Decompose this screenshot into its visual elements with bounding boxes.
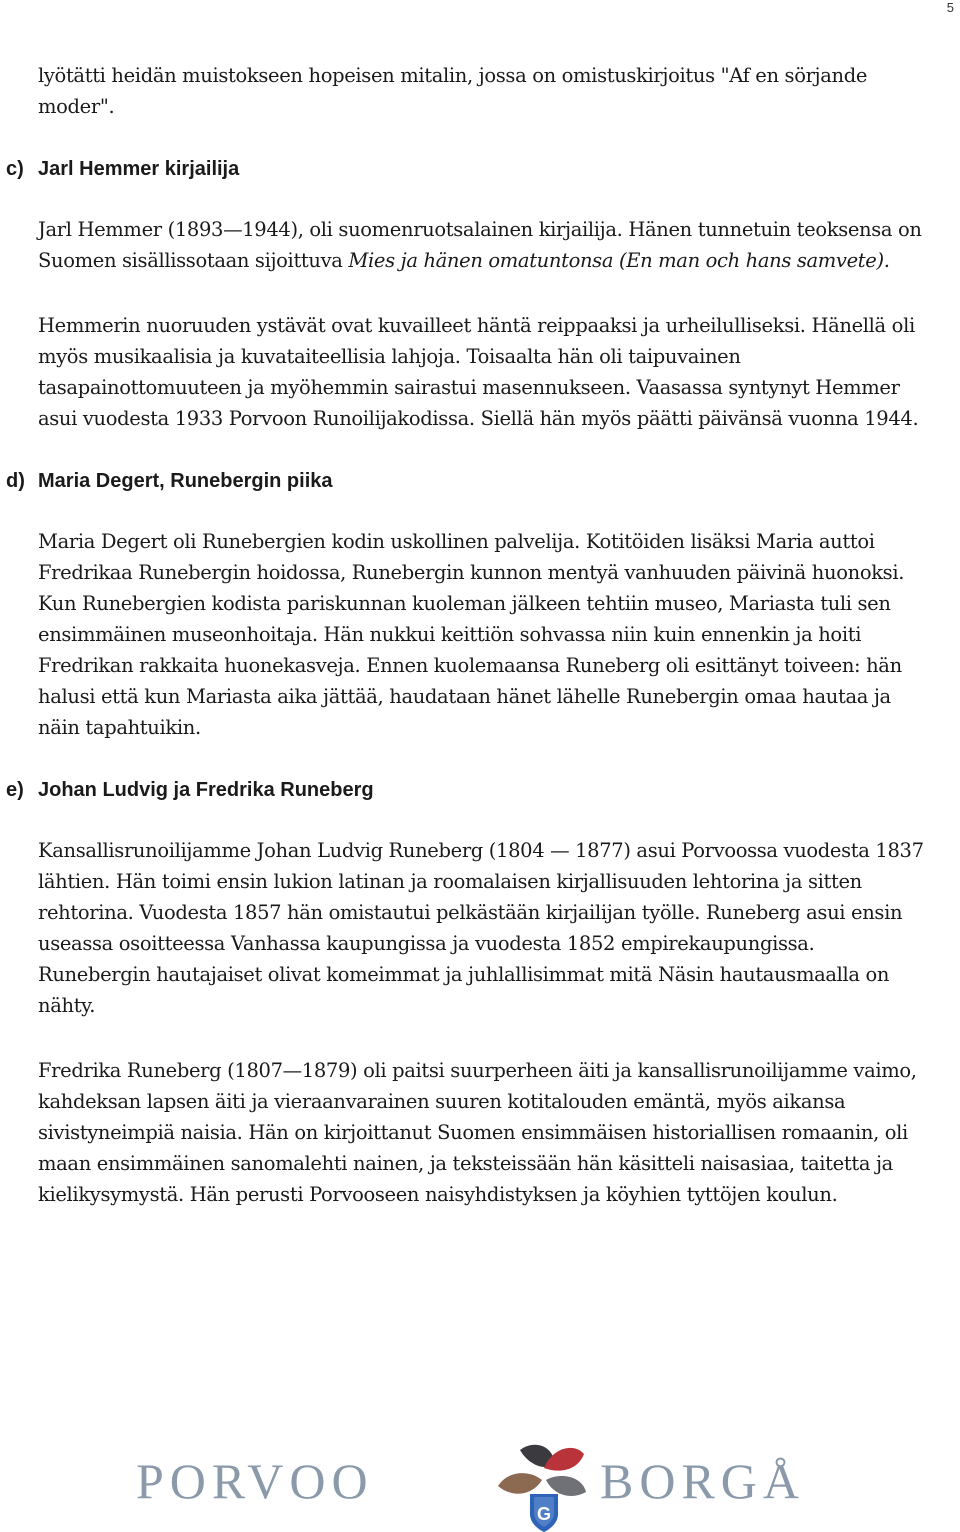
porvoo-borga-logo	[130, 1436, 830, 1532]
section-title: Jarl Hemmer kirjailija	[38, 158, 240, 180]
hemmer-text: Jarl Hemmer (1893—1944), oli suomenruotsalainen kirjailija. Hänen tunnetuin teoksensa on Suomen sisällissotaan sijoittuva	[38, 218, 922, 272]
section-letter: d)	[6, 470, 25, 492]
section-letter: c)	[6, 158, 24, 180]
section-heading-d	[0, 468, 950, 494]
hemmer-paragraph-1	[38, 214, 950, 276]
logo-wordmark-porvoo: PORVOO	[136, 1453, 374, 1509]
logo-wordmark-borga: BORGÅ	[600, 1453, 806, 1509]
hemmer-paragraph-2: Hemmerin nuoruuden ystävät ovat kuvailleet häntä reippaaksi ja urheilulliseksi. Hänellä oli myös musikaalisia ja kuvataiteellisia lahjoja. Toisaalta hän oli taipuvainen tasapainottomuuteen ja myöhemmin sairastui masennukseen. Vaasassa syntynyt Hemmer asui vuodesta 1933 Porvoon Runoilijakodissa. Siellä hän myös päätti päivänsä vuonna 1944.	[38, 314, 919, 430]
section-heading-c	[0, 156, 950, 182]
degert-paragraph: Maria Degert oli Runebergien kodin uskollinen palvelija. Kotitöiden lisäksi Maria auttoi Fredrikaa Runebergin hoidossa, Runebergin kunnon mentyä vanhuuden päivinä huonoksi. Kun Runebergien kodista pariskunnan kuoleman jälkeen tehtiin museo, Mariasta tuli sen ensimmäinen museonhoitaja. Hän nukkui keittiön sohvassa niin kuin ennenkin ja hoiti Fredrikan rakkaita huonekasveja. Ennen kuolemaansa Runeberg oli esittänyt toiveen: hän halusi että kun Mariasta aika jättää, haudataan hänet lähelle Runebergin omaa hautaa ja näin tapahtuikin.	[38, 530, 905, 739]
section-title: Maria Degert, Runebergin piika	[38, 470, 333, 492]
runeberg-paragraph-2: Fredrika Runeberg (1807—1879) oli paitsi suurperheen äiti ja kansallisrunoilijamme vaimo, kahdeksan lapsen äiti ja vieraanvarainen suuren kotitalouden emäntä, myös aikansa sivistyneimpiä naisia. Hän on kirjoittanut Suomen ensimmäisen historiallisen romaanin, oli maan ensimmäinen sanomalehti nainen, ja teksteissään hän käsitteli naisasiaa, taitetta ja kielikysymystä. Hän perusti Porvooseen naisyhdistyksen ja köyhien tyttöjen koulun.	[38, 1059, 917, 1206]
logo-flower-icon	[498, 1445, 586, 1532]
page-number: 5	[946, 0, 954, 15]
section-letter: e)	[6, 779, 24, 801]
document-body	[0, 60, 950, 1210]
book-title: Mies ja hänen omatuntonsa (En man och hans samvete).	[348, 249, 890, 272]
logo-badge-letter: G	[536, 1504, 552, 1524]
section-heading-e	[0, 777, 950, 803]
section-title: Johan Ludvig ja Fredrika Runeberg	[38, 779, 374, 801]
runeberg-paragraph-1: Kansallisrunoilijamme Johan Ludvig Runeberg (1804 — 1877) asui Porvoossa vuodesta 1837 lähtien. Hän toimi ensin lukion latinan ja roomalaisen kirjallisuuden lehtorina ja sitten rehtorina. Vuodesta 1857 hän omistautui pelkästään kirjailijan työlle. Runeberg asui ensin useassa osoitteessa Vanhassa kaupungissa ja vuodesta 1852 empirekaupungissa. Runebergin hautajaiset olivat komeimmat ja juhlallisimmat mitä Näsin hautausmaalla on nähty.	[38, 839, 924, 1017]
intro-paragraph: lyötätti heidän muistokseen hopeisen mitalin, jossa on omistuskirjoitus "Af en sörjande moder".	[38, 64, 868, 118]
